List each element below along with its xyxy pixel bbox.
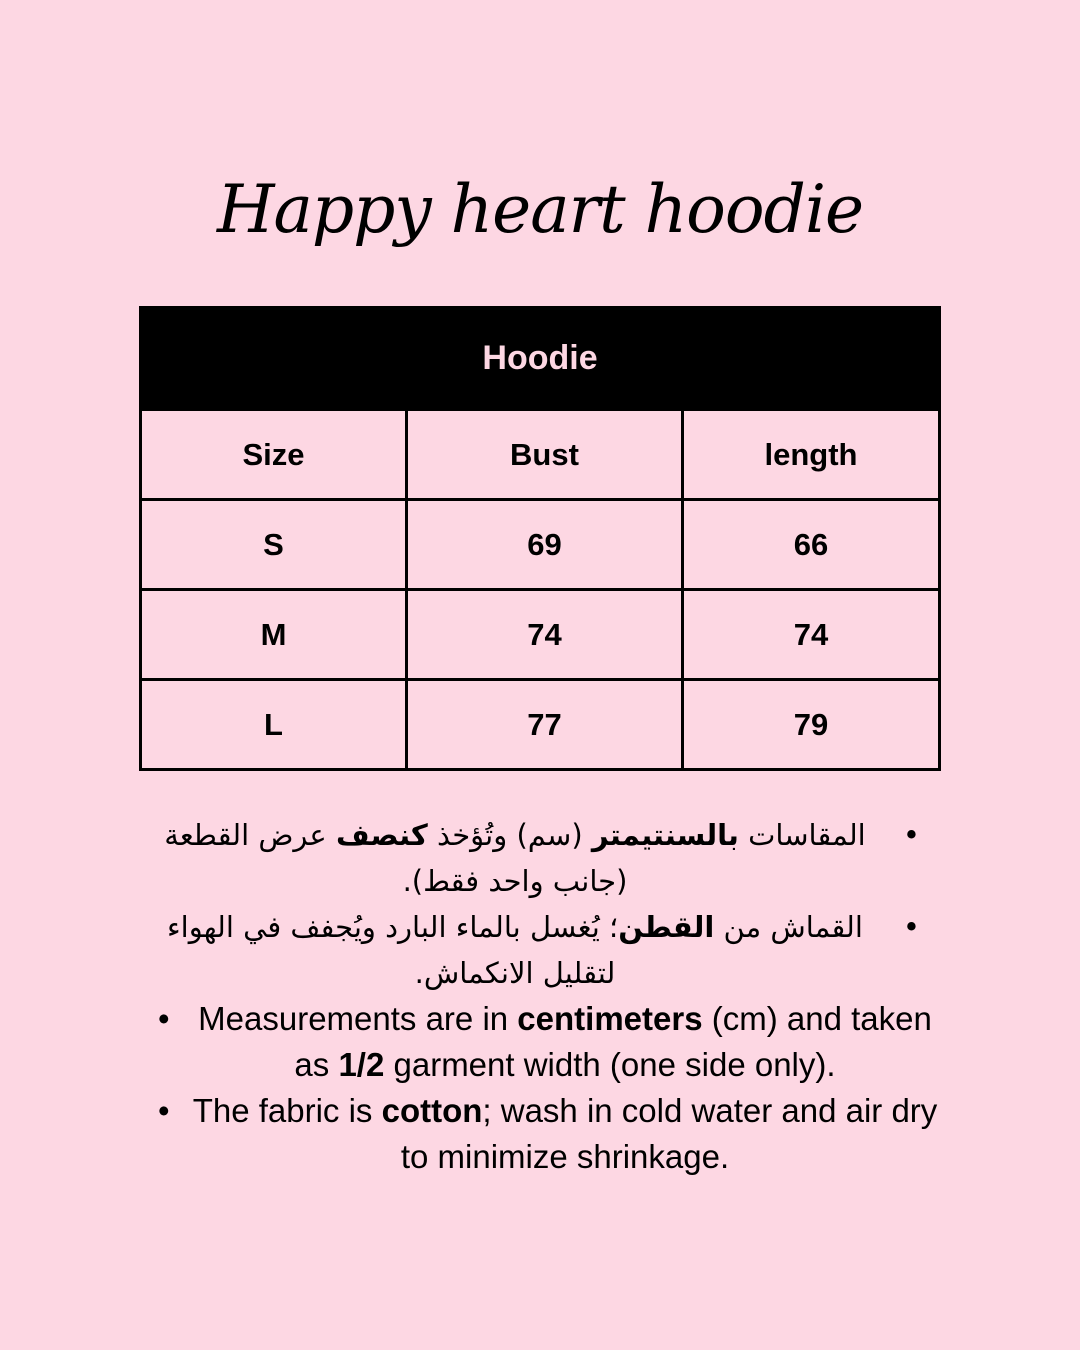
bullet-icon: • xyxy=(158,1000,170,1037)
table-caption-row xyxy=(141,308,940,410)
cell-length: 79 xyxy=(683,680,940,770)
cell-size: L xyxy=(141,680,407,770)
cell-size: S xyxy=(141,500,407,590)
bullet-icon: • xyxy=(902,910,920,944)
bullet-icon: • xyxy=(902,818,920,852)
cell-bust: 69 xyxy=(406,500,682,590)
table-row xyxy=(141,680,940,770)
emphasis: 1/2 xyxy=(338,1046,385,1083)
emphasis: كنصف xyxy=(335,818,428,852)
emphasis: بالسنتيمتر xyxy=(591,818,739,852)
column-header-length: length xyxy=(683,410,940,500)
emphasis: centimeters xyxy=(517,1000,703,1037)
table-row xyxy=(141,590,940,680)
cell-bust: 77 xyxy=(406,680,682,770)
cell-size: M xyxy=(141,590,407,680)
cell-length: 66 xyxy=(683,500,940,590)
emphasis: القطن xyxy=(618,910,715,944)
emphasis: cotton xyxy=(381,1092,483,1129)
note-en-fabric: • The fabric is cotton; wash in cold water and air dry to minimize shrinkage. xyxy=(140,1088,940,1180)
column-header-size: Size xyxy=(141,410,407,500)
note-ar-measurements: • المقاسات بالسنتيمتر (سم) وتُؤخذ كنصف عرض القطعة (جانب واحد فقط). xyxy=(140,812,940,904)
table-caption: Hoodie xyxy=(141,308,940,410)
care-notes xyxy=(140,812,940,1180)
bullet-icon: • xyxy=(158,1092,170,1129)
table-row xyxy=(141,500,940,590)
table-header-row xyxy=(141,410,940,500)
cell-length: 74 xyxy=(683,590,940,680)
column-header-bust: Bust xyxy=(406,410,682,500)
cell-bust: 74 xyxy=(406,590,682,680)
note-ar-fabric: • القماش من القطن؛ يُغسل بالماء البارد ويُجفف في الهواء لتقليل الانكماش. xyxy=(140,904,940,996)
note-en-measurements: • Measurements are in centimeters (cm) and taken as 1/2 garment width (one side only). xyxy=(140,996,940,1088)
page-title: Happy heart hoodie xyxy=(216,171,864,248)
size-chart-table xyxy=(139,306,941,771)
